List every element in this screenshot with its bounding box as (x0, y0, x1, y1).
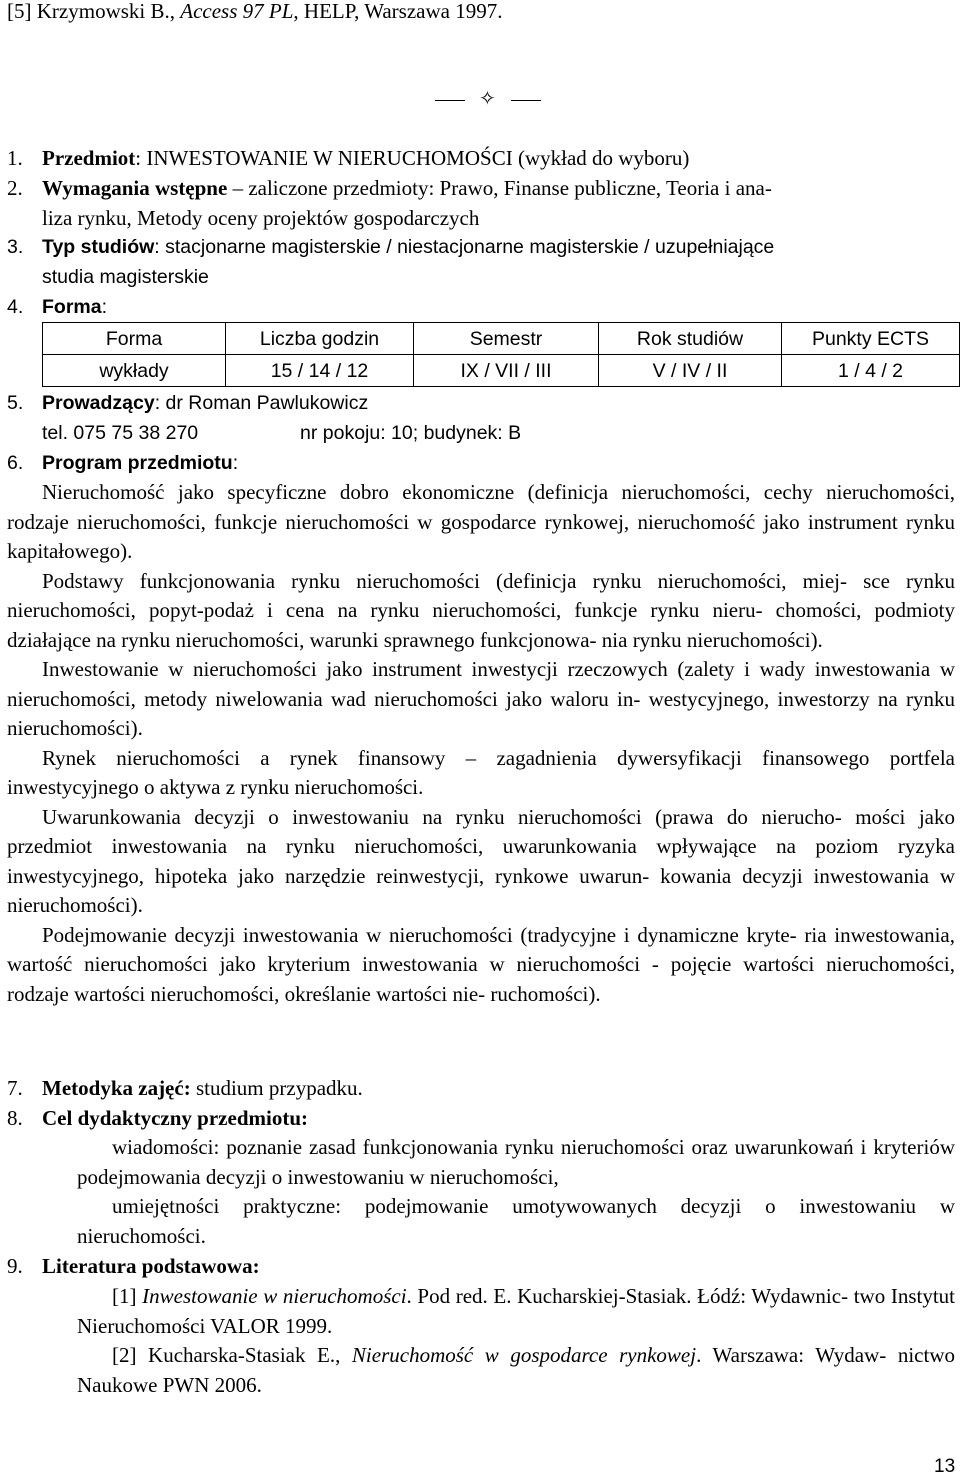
program-paragraph: Rynek nieruchomości a rynek finansowy – zagadnienia dywersyfikacji finansowego portfela inwestycyjnego o aktywa z rynku nieruchomości. (7, 745, 955, 799)
item-subject: 1. Przedmiot: INWESTOWANIE W NIERUCHOMOŚCI (wykład do wyboru) (7, 146, 690, 170)
literature-list (7, 1282, 955, 1400)
methodology-label: Metodyka zajęć: (42, 1076, 191, 1100)
table-header: Semestr (414, 323, 599, 355)
ref-title: Access 97 PL (180, 0, 294, 23)
program-paragraph: Uwarunkowania decyzji o inwestowaniu na rynku nieruchomości (prawa do nierucho- mości jako przedmiot inwestowania na rynku nieruchomości, uwarunkowania wpływające na poziom ryzyka inwestycyjnego, hipoteka jako narzędzie reinwestycji, rynkowe uwarun- kowania decyzji inwestowania w nieruchomości). (7, 804, 955, 917)
goal-item: umiejętności praktyczne: podejmowanie umotywowanych decyzji o inwestowaniu w nieruchomości. (77, 1194, 955, 1248)
table-cell: V / IV / II (599, 355, 782, 387)
subject-text: : INWESTOWANIE W NIERUCHOMOŚCI (wykład do wyboru) (135, 146, 690, 170)
divider-star-icon: ✧ (479, 86, 496, 110)
item-methodology: 7. Metodyka zajęć: studium przypadku. (7, 1076, 363, 1100)
table-header: Liczba godzin (226, 323, 414, 355)
item-lecturer: 5. Prowadzący: dr Roman Pawlukowicz tel. 075 75 38 270 nr pokoju: 10; budynek: B (7, 389, 955, 448)
lecturer-label: Prowadzący (42, 392, 155, 414)
program-paragraph: Podstawy funkcjonowania rynku nieruchomości (definicja rynku nieruchomości, miej- sce rynku nieruchomości, popyt-podaż i cena na rynku nieruchomości, funkcje rynku nieru- chomości, podmioty działające na rynku nieruchomości, warunki sprawnego funkcjonowa- nia rynku nieruchomości). (7, 568, 955, 652)
item-program: 6. Program przedmiotu: (7, 452, 239, 474)
item-prerequisites: 2. Wymagania wstępne – zaliczone przedmioty: Prawo, Finanse publiczne, Teoria i ana- liza rynku, Metody oceny projektów gospodarczych (7, 176, 772, 230)
top-reference (7, 0, 502, 27)
table-header: Punkty ECTS (782, 323, 960, 355)
table-header: Rok studiów (599, 323, 782, 355)
program-paragraph: Inwestowanie w nieruchomości jako instrument inwestycji rzeczowych (zalety i wady inwestowania w nieruchomości, metody niwelowania wad nieruchomości jako waloru in- westycyjnego, inwestorzy na rynku nieruchomości). (7, 657, 955, 740)
literature-label: Literatura podstawowa: (42, 1254, 260, 1278)
goal-list (7, 1133, 955, 1251)
item-form: 4. Forma: (7, 296, 108, 318)
program-paragraph: Nieruchomość jako specyficzne dobro ekonomiczne (definicja nieruchomości, cechy nieruchomości, rodzaje nieruchomości, funkcje nieruchomości w gospodarce rynkowej, nieruchomość jako instrument rynku kapitałowego). (7, 480, 955, 563)
study-type-label: Typ studiów (42, 236, 155, 258)
program-content (7, 478, 955, 1009)
item-literature: 9. Literatura podstawowa: (7, 1254, 260, 1278)
table-cell: 15 / 14 / 12 (226, 355, 414, 387)
table-cell: IX / VII / III (414, 355, 599, 387)
table-header-row (43, 323, 960, 355)
goal-label: Cel dydaktyczny przedmiotu: (42, 1106, 308, 1130)
ref-author: Krzymowski B., (36, 0, 181, 23)
item-goal: 8. Cel dydaktyczny przedmiotu: (7, 1106, 308, 1130)
ref-rest: , HELP, Warszawa 1997. (293, 0, 503, 23)
page-number: 13 (934, 1456, 956, 1477)
lecturer-room: nr pokoju: 10; budynek: B (300, 421, 522, 444)
form-table (42, 322, 960, 387)
ref-number: [5] (7, 0, 32, 23)
table-row (43, 355, 960, 387)
table-cell: wykłady (43, 355, 226, 387)
lecturer-phone: tel. 075 75 38 270 (42, 421, 199, 444)
table-header: Forma (43, 323, 226, 355)
lecturer-name: : dr Roman Pawlukowicz (154, 392, 369, 414)
program-label: Program przedmiotu (42, 452, 233, 474)
section-divider (435, 86, 555, 110)
program-paragraph: Podejmowanie decyzji inwestowania w nieruchomości (tradycyjne i dynamiczne kryte- ria inwestowania, wartość nieruchomości jako kryterium inwestowania w nieruchomości - pojęcie wartości nieruchomości, rodzaje wartości nieruchomości, określanie wartości nie- ruchomości). (7, 922, 955, 1006)
subject-label: Przedmiot (42, 146, 136, 170)
literature-item: [2] Kucharska-Stasiak E., Nieruchomość w gospodarce rynkowej. Warszawa: Wydaw- nictwo Naukowe PWN 2006. (77, 1343, 955, 1397)
goal-item: wiadomości: poznanie zasad funkcjonowania rynku nieruchomości oraz uwarunkowań i kryteriów podejmowania decyzji o inwestowaniu w nieruchomości, (77, 1135, 955, 1189)
form-label: Forma (42, 296, 102, 318)
literature-item: [1] Inwestowanie w nieruchomości. Pod red. E. Kucharskiej-Stasiak. Łódź: Wydawnic- two Instytut Nieruchomości VALOR 1999. (77, 1284, 956, 1338)
prerequisites-label: Wymagania wstępne (42, 176, 228, 200)
item-study-type: 3. Typ studiów: stacjonarne magisterskie / niestacjonarne magisterskie / uzupełniające studia magisterskie (7, 236, 775, 288)
table-cell: 1 / 4 / 2 (782, 355, 960, 387)
